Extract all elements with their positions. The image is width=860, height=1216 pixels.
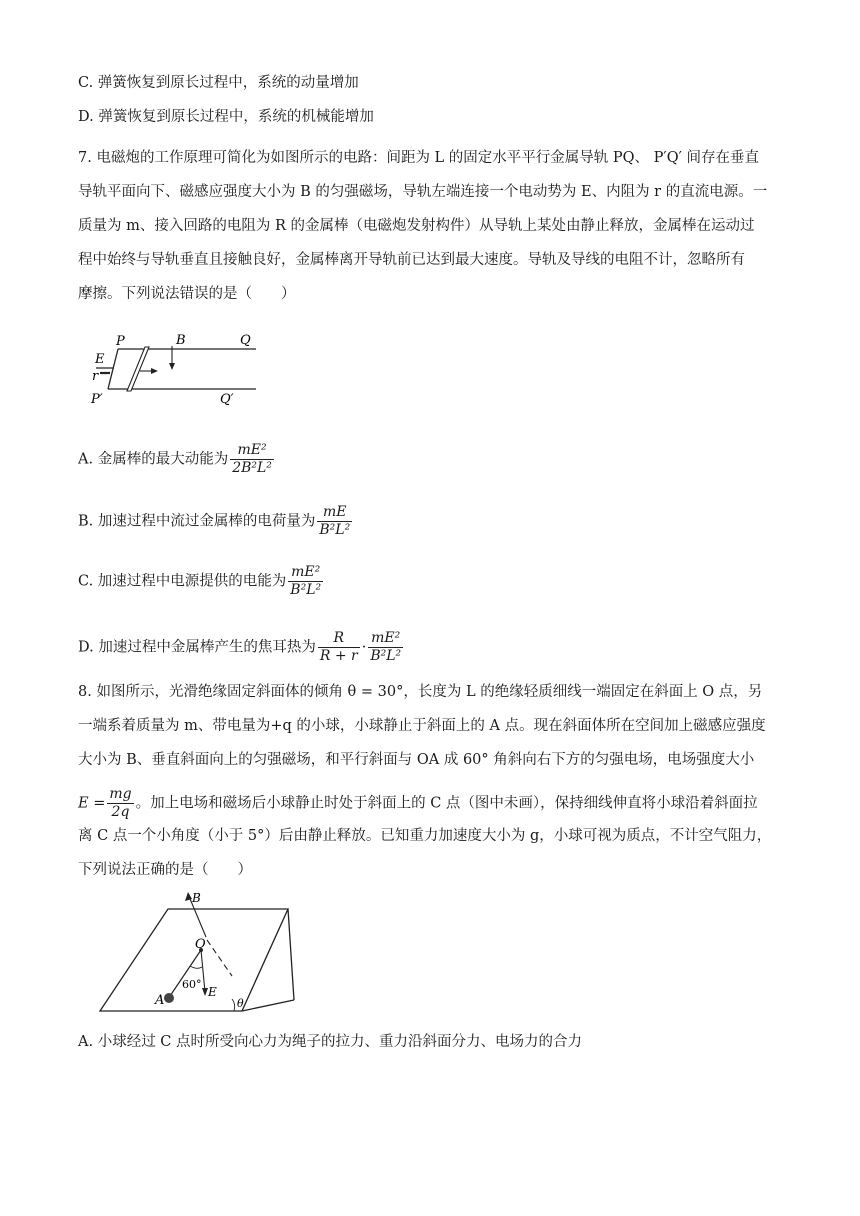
q7-stem-line-5: 摩擦。下列说法错误的是（ ）	[78, 286, 296, 302]
fraction-numerator: mE²	[368, 630, 403, 648]
label-e: E	[95, 352, 105, 367]
normal-dashed-line	[207, 940, 232, 976]
label-q-prime: Q′	[220, 392, 234, 406]
velocity-arrowhead	[151, 368, 158, 374]
field-formula-prefix: E =	[78, 795, 106, 812]
fraction-denominator: 2B²L²	[232, 460, 272, 476]
fraction-denominator: B²L²	[319, 522, 351, 538]
q8-stem-line-3: 大小为 B、垂直斜面向上的匀强磁场，和平行斜面与 OA 成 60° 角斜向右下方的匀强电场，电场强度大小	[78, 752, 755, 768]
fraction-numerator: mE²	[288, 564, 323, 582]
theta-arc	[232, 999, 235, 1011]
angle-arc	[190, 966, 202, 968]
q6-option-c: C. 弹簧恢复到原长过程中，系统的动量增加	[78, 75, 359, 91]
q8-stem-line-2: 一端系着质量为 m、带电量为+q 的小球，小球静止于斜面上的 A 点。现在斜面体所在空间加上磁感应强度	[78, 718, 766, 734]
label-q: Q	[240, 333, 251, 348]
q7-option-d-fraction-2	[368, 630, 403, 665]
q7-option-b	[78, 504, 354, 539]
q7-option-a-fraction	[230, 442, 274, 477]
incline-base-edge	[242, 1000, 294, 1011]
label-a: A	[155, 993, 165, 1008]
q8-stem-line-4	[78, 786, 758, 821]
label-b: B	[176, 333, 186, 348]
label-angle-60: 60°	[182, 978, 202, 991]
metal-rod	[127, 347, 149, 391]
q7-option-d-fraction-1	[318, 630, 360, 665]
q8-stem-line-6: 下列说法正确的是（ ）	[78, 862, 252, 878]
fraction-numerator: mg	[109, 786, 132, 802]
field-formula-fraction	[107, 786, 133, 821]
q7-option-c-text: C. 加速过程中电源提供的电能为	[78, 573, 287, 590]
q7-option-a	[78, 442, 276, 477]
label-o: O	[195, 937, 206, 952]
q7-option-c	[78, 564, 325, 599]
label-p: P	[116, 334, 125, 349]
ball-a	[164, 993, 174, 1003]
q7-option-d	[78, 630, 405, 665]
q7-option-c-fraction	[288, 564, 323, 599]
fraction-denominator: 2q	[111, 804, 130, 820]
fraction-numerator: mE²	[230, 442, 274, 460]
field-formula-suffix: 。加上电场和磁场后小球静止时处于斜面上的 C 点（图中未画），保持细线伸直将小球沿着斜面拉	[135, 795, 758, 812]
q8-option-a: A. 小球经过 C 点时所受向心力为绳子的拉力、重力沿斜面分力、电场力的合力	[78, 1034, 582, 1050]
multiply-dot: ·	[361, 639, 367, 656]
label-r: r	[92, 369, 99, 384]
fraction-numerator: R	[318, 630, 360, 648]
fraction-denominator: B²L²	[370, 648, 402, 664]
incline-vertical-edge	[288, 909, 294, 1000]
q8-stem-line-5: 离 C 点一个小角度（小于 5°）后由静止释放。已知重力加速度大小为 g，小球可视为质点，不计空气阻力，	[78, 828, 772, 844]
q7-option-a-text: A. 金属棒的最大动能为	[78, 451, 229, 468]
fraction-denominator: R + r	[319, 648, 358, 664]
q8-incline-diagram	[96, 892, 308, 1016]
fraction-numerator: mE	[317, 504, 352, 522]
electric-field-line	[201, 950, 205, 992]
label-b: B	[192, 892, 201, 905]
q7-stem-line-2: 导轨平面向下、磁感应强度大小为 B 的匀强磁场，导轨左端连接一个电动势为 E、内阻为 r 的直流电源。一	[78, 184, 768, 200]
fraction-denominator: B²L²	[290, 582, 322, 598]
q8-stem-line-1: 8. 如图所示，光滑绝缘固定斜面体的倾角 θ = 30°，长度为 L 的绝缘轻质细线一端固定在斜面上 O 点，另	[78, 684, 763, 700]
q7-stem-line-4: 程中始终与导轨垂直且接触良好，金属棒离开导轨前已达到最大速度。导轨及导线的电阻不计，忽略所有	[78, 252, 745, 268]
label-theta: θ	[237, 997, 244, 1010]
magnetic-field-arrowhead	[169, 363, 175, 370]
label-e: E	[208, 985, 217, 999]
q7-stem-line-3: 质量为 m、接入回路的电阻为 R 的金属棒（电磁炮发射构件）从导轨上某处由静止释放，金属棒在运动过	[78, 218, 755, 234]
q7-option-d-text: D. 加速过程中金属棒产生的焦耳热为	[78, 639, 316, 656]
q7-rail-diagram	[88, 328, 268, 406]
label-p-prime: P′	[91, 392, 103, 406]
q6-option-d: D. 弹簧恢复到原长过程中，系统的机械能增加	[78, 109, 374, 125]
q7-option-b-text: B. 加速过程中流过金属棒的电荷量为	[78, 513, 316, 530]
q7-stem-line-1: 7. 电磁炮的工作原理可简化为如图所示的电路：间距为 L 的固定水平平行金属导轨 PQ、 P′Q′ 间存在垂直	[78, 150, 759, 166]
q7-option-b-fraction	[317, 504, 352, 539]
connecting-wire	[108, 349, 118, 389]
